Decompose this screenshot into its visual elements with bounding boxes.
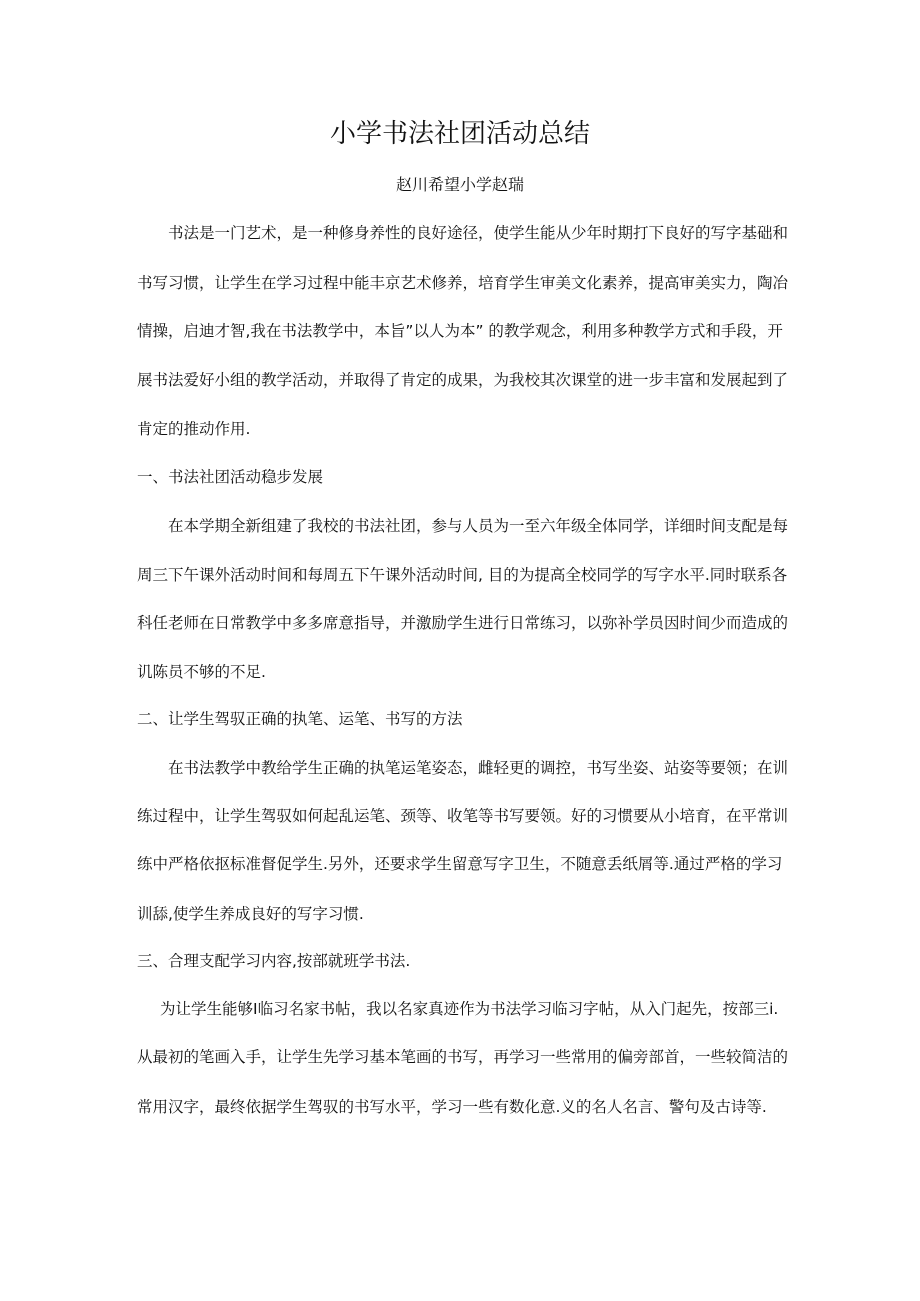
document-author: 赵川希望小学赵瑞 [395,175,524,194]
section-line: 科任老师在日常教学中多多席意指导，并激励学生进行日常练习，以弥补学员因时间少而造成的 [137,614,789,632]
intro-line: 书写习惯，让学生在学习过程中能丰京艺术修养，培育学生审美文化素养，提高审美实力，陶冶 [137,274,789,292]
intro-line: 肯定的推动作用. [137,420,251,438]
section-line: 练中严格依抠标准督促学生.另外，还要求学生留意写字卫生，不随意丢纸屑等.通过严格的学习 [137,855,783,873]
section-line: 在书法教学中教给学生正确的执笔运笔姿态，雌轻更的调控，书写坐姿、站姿等要领；在训 [168,759,789,777]
section-heading: 一、书法社团活动稳步发展 [137,468,324,486]
document-title: 小学书法社团活动总结 [329,119,590,149]
section-line: 为让学生能够Ⅰ临习名家书帖，我以名家真迹作为书法学习临习字帖，从入门起先，按部三i. [160,1000,779,1018]
section-line: 周三下午课外活动时间和每周五下午课外活动时间, 目的为提高全校同学的写字水平.同时联系各 [137,566,788,584]
intro-line: 情操，启迪才智,我在书法教学中，本旨”以人为本” 的教学观念，利用多种教学方式和手段，开 [137,322,783,340]
section-line: 从最初的笔画入手，让学生先学习基本笔画的书写，再学习一些常用的偏旁部首，一些较简洁的 [137,1048,789,1066]
section-line: 训舔,使学生养成良好的写字习惯. [137,905,364,923]
section-line: 练过程中，让学生驾驭如何起乱运笔、颈等、收笔等书写要领。好的习惯要从小培育，在平常训 [137,807,789,825]
intro-line: 展书法爱好小组的教学活动，并取得了肯定的成果，为我校其次课堂的进一步丰富和发展起到了 [137,371,789,389]
section-heading: 三、合理支配学习内容,按部就班学书法. [137,952,411,970]
section-line: 在本学期全新组建了我校的书法社团，参与人员为一至六年级全体同学，详细时间支配是每 [168,517,789,535]
section-line: 讥陈员不够的不足. [137,663,266,681]
section-heading: 二、让学生驾驭正确的执笔、运笔、书写的方法 [137,710,463,728]
section-line: 常用汉字，最终依据学生驾驭的书写水平，学习一些有数化意.义的名人名言、警句及古诗等. [137,1098,767,1116]
intro-line: 书法是一门艺术，是一种修身养性的良好途径，使学生能从少年时期打下良好的写字基础和 [168,224,789,242]
